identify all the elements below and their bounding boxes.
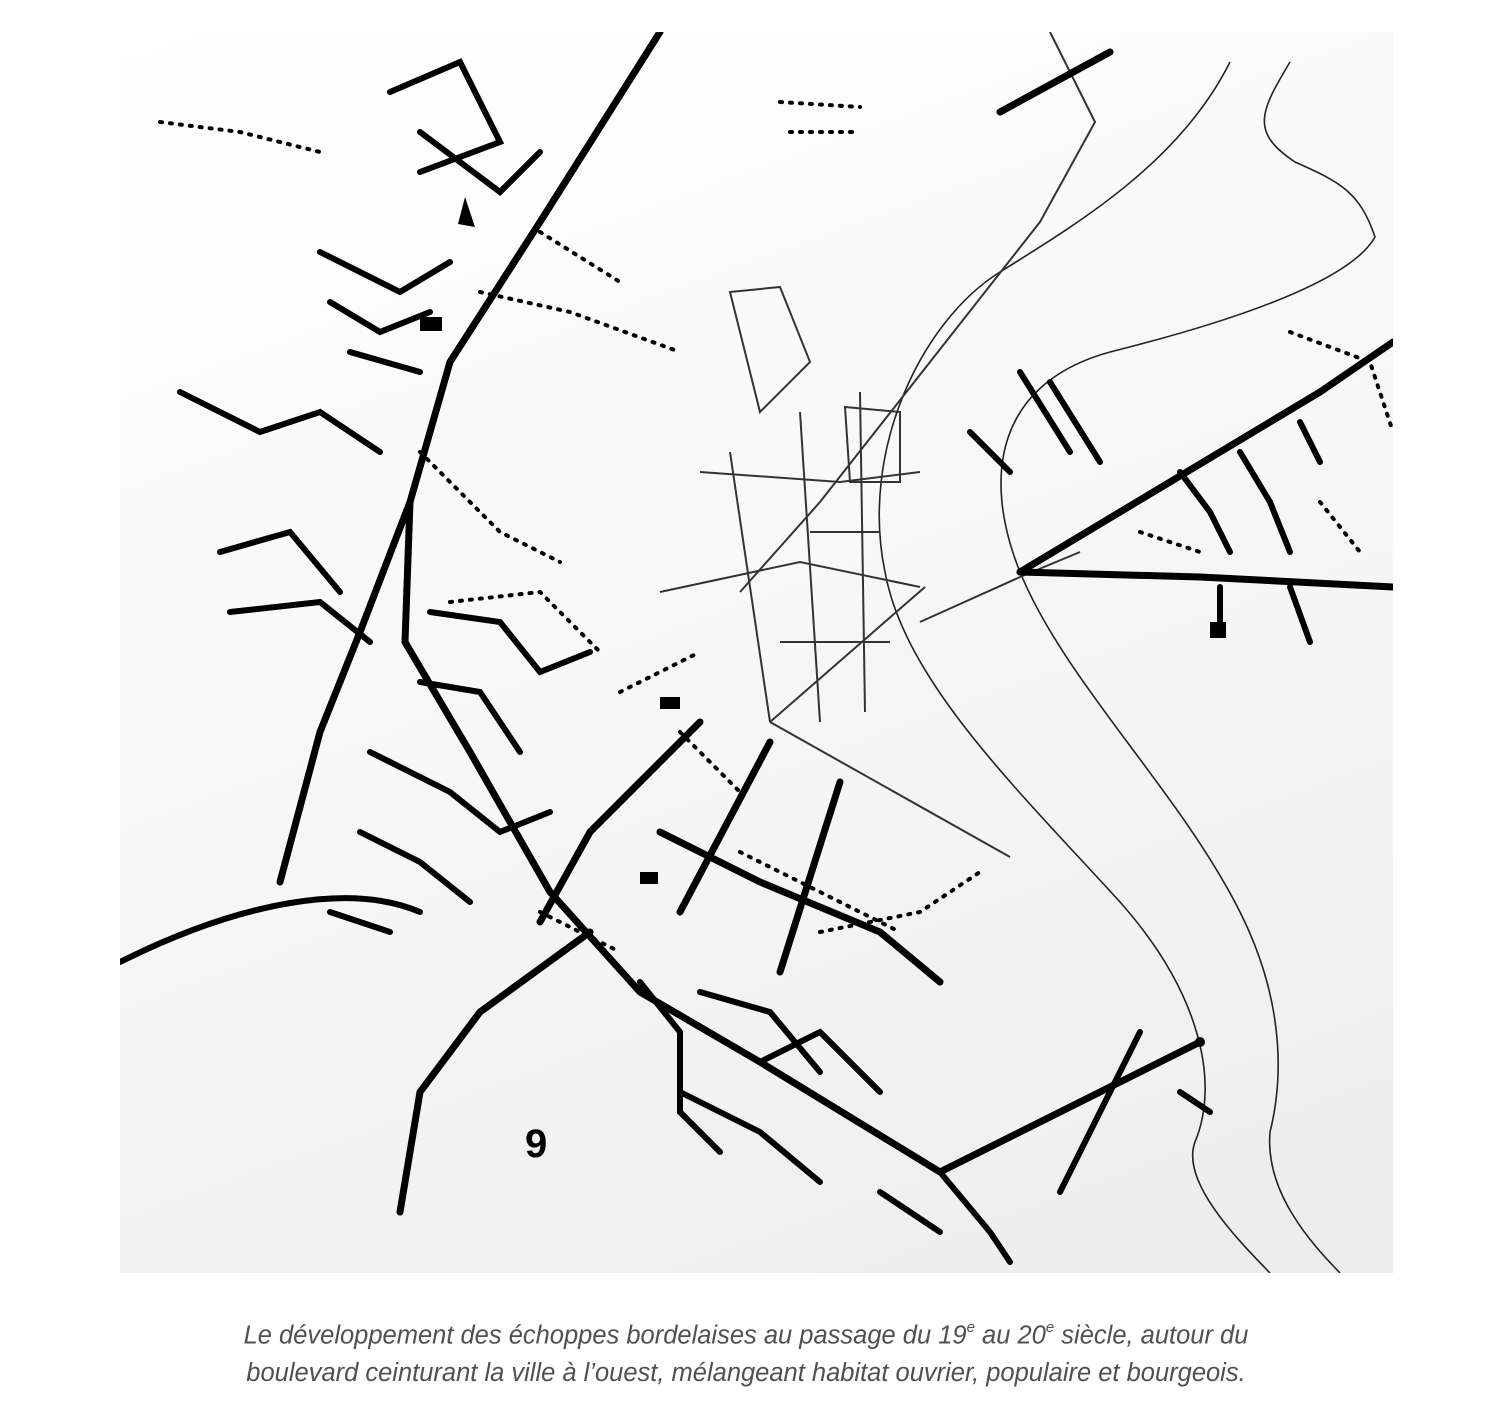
- dotted-n-1: [780, 102, 860, 107]
- lot-label: 9: [525, 1122, 548, 1166]
- se-fragment-1: [1060, 1032, 1140, 1192]
- dotted-e-1: [1140, 532, 1200, 552]
- road-ne-bastide: [1020, 342, 1393, 572]
- boulevards: [280, 32, 1393, 1212]
- sw-district-5: [330, 912, 390, 932]
- dotted-c-2: [680, 732, 740, 792]
- cours-pasteur: [770, 587, 925, 722]
- centre-outline: [730, 287, 810, 412]
- bastide-2: [1240, 452, 1290, 552]
- sw-district-3: [370, 752, 550, 832]
- river-left-bank: [879, 62, 1270, 1273]
- river-garonne: [879, 62, 1375, 1273]
- river-right-bank: [1001, 62, 1375, 1273]
- block-4: [1210, 622, 1226, 638]
- stone-bridge: [920, 552, 1080, 622]
- centre-grid-1: [730, 452, 770, 722]
- dotted-nw-3: [540, 232, 620, 282]
- w-district-3: [230, 602, 370, 642]
- echoppes-streets: [120, 62, 1320, 1262]
- nw-district-3: [320, 252, 450, 292]
- caption-part3: siècle, autour du: [1054, 1321, 1249, 1350]
- bastide-1: [1180, 472, 1230, 552]
- dotted-c-1: [620, 652, 700, 692]
- map-image: [120, 32, 1393, 1273]
- s-district-6: [880, 1192, 940, 1232]
- dotted-s-2: [820, 872, 980, 932]
- caption-part1: Le développement des échoppes bordelaises au passage du 19: [243, 1321, 967, 1350]
- dotted-nw-1: [160, 122, 320, 152]
- block-2: [660, 697, 680, 709]
- planned-streets-dotted: [160, 102, 1393, 952]
- isolated-strip-2: [1050, 382, 1100, 462]
- avenue-center-sw-3: [780, 782, 840, 972]
- s-district-4: [760, 1032, 880, 1092]
- bastide-3: [1300, 422, 1320, 462]
- centre-grid-2: [800, 412, 820, 722]
- historic-centre-streets: [660, 32, 1095, 857]
- arrow-north: [458, 197, 475, 227]
- river-point: [1195, 1037, 1205, 1047]
- route-medoc: [280, 502, 410, 882]
- road-north: [1000, 52, 1110, 112]
- road-east-bastide: [1020, 572, 1393, 587]
- block-1: [420, 317, 442, 331]
- nw-district-4: [330, 302, 430, 332]
- road-southeast: [940, 1042, 1200, 1172]
- caption-sup2: e: [1045, 1319, 1055, 1336]
- place-quinconces: [845, 407, 900, 482]
- quays-road: [740, 32, 1095, 592]
- road-southwest: [400, 932, 590, 1212]
- dotted-w-1: [420, 452, 560, 562]
- dotted-w-2: [450, 592, 600, 652]
- s-district-5: [940, 1172, 1010, 1262]
- bastide-5: [1290, 587, 1310, 642]
- nw-district-2: [420, 132, 540, 192]
- caption-sup1: e: [966, 1319, 975, 1336]
- figure-caption: [70, 1311, 1422, 1392]
- nw-district-1: [390, 62, 500, 172]
- cours-marne: [770, 722, 1010, 857]
- centre-grid-3: [860, 392, 865, 712]
- sw-district-1: [430, 612, 590, 672]
- caption-part2: au 20: [974, 1321, 1046, 1350]
- block-3: [640, 872, 658, 884]
- dotted-s-3: [540, 912, 620, 952]
- avenue-center-sw-1: [540, 722, 700, 922]
- caption-line2: boulevard ceinturant la ville à l’ouest, mélangeant habitat ouvrier, populaire et bourgeois.: [246, 1358, 1246, 1387]
- w-district-2: [220, 532, 340, 592]
- dotted-s-1: [740, 852, 900, 932]
- dotted-e-3: [1320, 502, 1360, 552]
- boulevard-west: [405, 32, 940, 1172]
- cours-victor-hugo: [660, 562, 920, 592]
- avenue-center-sw-2: [680, 742, 770, 912]
- dotted-nw-2: [480, 292, 680, 352]
- dotted-e-2: [1290, 332, 1393, 432]
- s-district-1: [640, 982, 720, 1152]
- w-district-1: [180, 392, 380, 452]
- sw-district-4: [360, 832, 470, 902]
- nw-district-5: [350, 352, 420, 372]
- street-map-drawing: [120, 32, 1393, 1273]
